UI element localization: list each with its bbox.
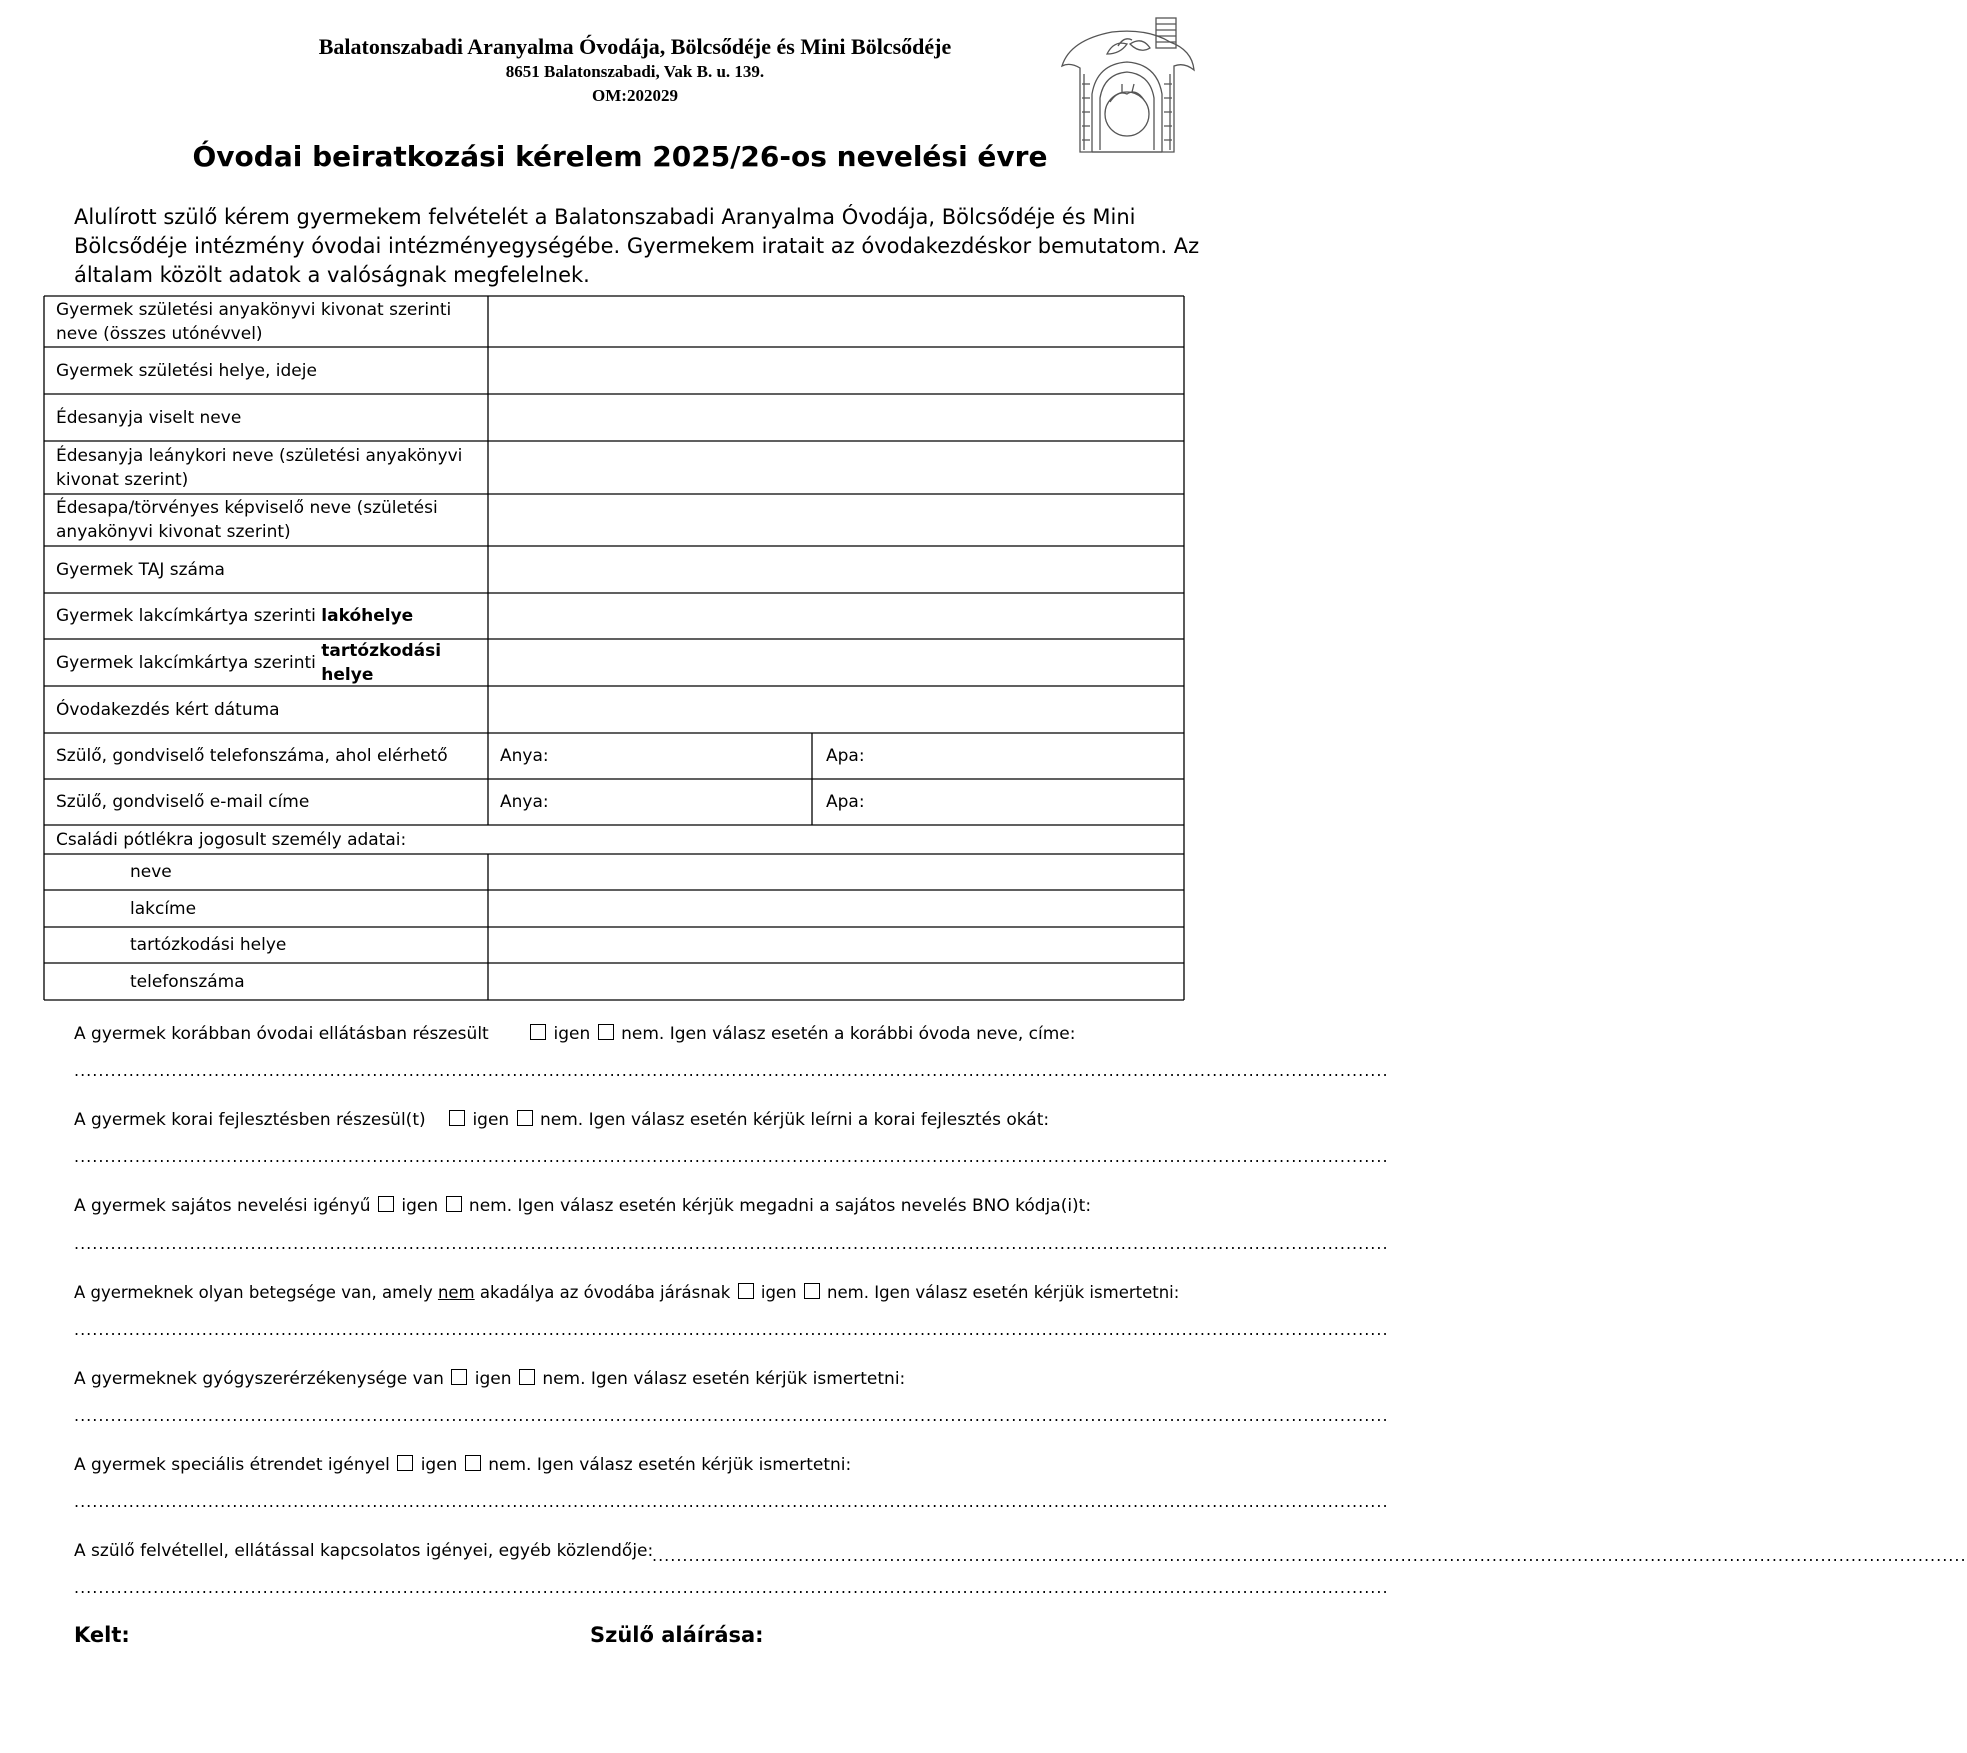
label-mother-maiden-name: Édesanyja leánykori neve (születési anyakönyvi kivonat szerint) bbox=[56, 445, 463, 490]
question-illness bbox=[74, 1283, 1179, 1302]
label-mother-name: Édesanyja viselt neve bbox=[56, 407, 242, 428]
email-mother[interactable]: Anya: bbox=[500, 792, 549, 812]
input-fa-address[interactable] bbox=[490, 892, 1182, 925]
q5-after: nem. Igen válasz esetén kérjük ismertetni: bbox=[542, 1369, 906, 1389]
label-stay-place-prefix: Gyermek lakcímkártya szerinti bbox=[56, 652, 322, 673]
q4-text-after: akadálya az óvodába járásnak bbox=[474, 1283, 731, 1302]
q5-text: A gyermeknek gyógyszerérzékenysége van bbox=[74, 1369, 444, 1389]
q1-answer-line[interactable]: ........................................................................................................................................................................................................................ bbox=[74, 1061, 1389, 1080]
input-fa-phone[interactable] bbox=[490, 965, 1182, 998]
input-residence[interactable] bbox=[490, 595, 1182, 637]
q1-no-checkbox[interactable] bbox=[598, 1024, 614, 1040]
q5-yes-label: igen bbox=[474, 1369, 512, 1389]
q5-answer-line[interactable]: ........................................................................................................................................................................................................................ bbox=[74, 1406, 1389, 1425]
question-previous-kindergarten bbox=[74, 1024, 1075, 1044]
q4-underlined: nem bbox=[437, 1283, 475, 1302]
email-father[interactable]: Apa: bbox=[826, 792, 865, 812]
q2-yes-label: igen bbox=[472, 1110, 510, 1130]
q1-yes-checkbox[interactable] bbox=[530, 1024, 546, 1040]
label-start-date: Óvodakezdés kért dátuma bbox=[56, 699, 280, 720]
input-birth-place-date[interactable] bbox=[490, 349, 1182, 392]
label-phone: Szülő, gondviselő telefonszáma, ahol elérhető bbox=[56, 746, 448, 766]
q6-no-checkbox[interactable] bbox=[465, 1455, 481, 1471]
q6-text: A gyermek speciális étrendet igényel bbox=[74, 1455, 390, 1475]
q6-yes-checkbox[interactable] bbox=[397, 1455, 413, 1471]
input-stay-place[interactable] bbox=[490, 641, 1182, 684]
q2-after: nem. Igen válasz esetén kérjük leírni a korai fejlesztés okát: bbox=[540, 1110, 1050, 1130]
label-residence bbox=[56, 593, 486, 639]
intro-paragraph: Alulírott szülő kérem gyermekem felvételét a Balatonszabadi Aranyalma Óvodája, Bölcsődéje és Mini Bölcsődéje intézmény óvodai intézményegységébe. Gyermekem iratait az óvodakezdéskor bemutatom. Az általam közölt adatok a valóságnak megfelelnek. bbox=[74, 205, 1200, 287]
question-other-needs: A szülő felvétellel, ellátással kapcsolatos igényei, egyéb közlendője: bbox=[74, 1541, 654, 1561]
q4-yes-label: igen bbox=[760, 1283, 797, 1302]
institution-address: 8651 Balatonszabadi, Vak B. u. 139. bbox=[505, 62, 765, 81]
q1-text: A gyermek korábban óvodai ellátásban részesült bbox=[74, 1024, 489, 1044]
question-drug-sensitivity bbox=[74, 1369, 905, 1389]
q3-yes-label: igen bbox=[401, 1196, 439, 1216]
label-family-allowance: Családi pótlékra jogosult személy adatai: bbox=[56, 829, 407, 850]
q3-after: nem. Igen válasz esetén kérjük megadni a sajátos nevelés BNO kódja(i)t: bbox=[468, 1196, 1092, 1216]
label-fa-name: neve bbox=[130, 862, 172, 882]
input-start-date[interactable] bbox=[490, 688, 1182, 731]
q3-answer-line[interactable]: ........................................................................................................................................................................................................................ bbox=[74, 1234, 1389, 1253]
label-child-name: Gyermek születési anyakönyvi kivonat szerinti neve (összes utónévvel) bbox=[56, 300, 452, 344]
q3-text: A gyermek sajátos nevelési igényű bbox=[74, 1196, 371, 1216]
label-birth-place-date: Gyermek születési helye, ideje bbox=[56, 360, 317, 381]
q4-no-checkbox[interactable] bbox=[804, 1283, 820, 1299]
q1-after: nem. Igen válasz esetén a korábbi óvoda neve, címe: bbox=[621, 1024, 1076, 1044]
q3-no-checkbox[interactable] bbox=[446, 1196, 462, 1212]
input-father-name[interactable] bbox=[490, 496, 1182, 544]
q2-text: A gyermek korai fejlesztésben részesül(t) bbox=[74, 1110, 426, 1130]
phone-father[interactable]: Apa: bbox=[826, 746, 865, 766]
q5-no-checkbox[interactable] bbox=[519, 1369, 535, 1385]
institution-name: Balatonszabadi Aranyalma Óvodája, Bölcsődéje és Mini Bölcsődéje bbox=[318, 34, 952, 59]
label-father-name: Édesapa/törvényes képviselő neve (születési anyakönyvi kivonat szerint) bbox=[56, 498, 438, 542]
label-fa-address: lakcíme bbox=[130, 898, 197, 919]
q5-yes-checkbox[interactable] bbox=[451, 1369, 467, 1385]
q6-after: nem. Igen válasz esetén kérjük ismertetni: bbox=[488, 1455, 852, 1475]
institution-om: OM:202029 bbox=[592, 86, 678, 105]
label-taj-number: Gyermek TAJ száma bbox=[56, 559, 225, 580]
q7-answer-line-1[interactable]: ........................................................................................................................................................................................................................ bbox=[652, 1546, 1967, 1565]
q2-no-checkbox[interactable] bbox=[517, 1110, 533, 1126]
date-label: Kelt: bbox=[74, 1623, 130, 1647]
q4-yes-checkbox[interactable] bbox=[738, 1283, 754, 1299]
input-taj-number[interactable] bbox=[490, 548, 1182, 591]
label-stay-place-bold: tartózkodási helye bbox=[321, 640, 442, 685]
input-fa-name[interactable] bbox=[490, 856, 1182, 888]
question-special-needs bbox=[74, 1196, 1091, 1216]
q4-answer-line[interactable]: ........................................................................................................................................................................................................................ bbox=[74, 1320, 1389, 1339]
label-stay-place bbox=[56, 639, 486, 686]
q2-answer-line[interactable]: ........................................................................................................................................................................................................................ bbox=[74, 1147, 1389, 1166]
question-early-development bbox=[74, 1110, 1049, 1130]
q6-answer-line[interactable]: ........................................................................................................................................................................................................................ bbox=[74, 1492, 1389, 1511]
q1-yes-label: igen bbox=[553, 1024, 591, 1044]
input-child-name[interactable] bbox=[490, 298, 1182, 345]
page-title: Óvodai beiratkozási kérelem 2025/26-os nevelési évre bbox=[192, 140, 1048, 173]
input-mother-name[interactable] bbox=[490, 396, 1182, 439]
phone-mother[interactable]: Anya: bbox=[500, 746, 549, 766]
input-mother-maiden-name[interactable] bbox=[490, 443, 1182, 492]
parent-signature-label: Szülő aláírása: bbox=[590, 1623, 764, 1647]
label-fa-phone: telefonszáma bbox=[130, 971, 245, 992]
label-fa-stay: tartózkodási helye bbox=[130, 935, 287, 955]
label-residence-bold: lakóhelye bbox=[321, 606, 414, 626]
label-email: Szülő, gondviselő e-mail címe bbox=[56, 792, 310, 812]
q3-yes-checkbox[interactable] bbox=[378, 1196, 394, 1212]
q4-text-before: A gyermeknek olyan betegsége van, amely bbox=[74, 1283, 438, 1302]
q6-yes-label: igen bbox=[420, 1455, 458, 1475]
input-fa-stay[interactable] bbox=[490, 929, 1182, 961]
q2-yes-checkbox[interactable] bbox=[449, 1110, 465, 1126]
q4-after: nem. Igen válasz esetén kérjük ismertetni: bbox=[827, 1283, 1180, 1302]
question-special-diet bbox=[74, 1455, 851, 1475]
q7-answer-line-2[interactable]: ........................................................................................................................................................................................................................ bbox=[74, 1578, 1389, 1597]
label-residence-prefix: Gyermek lakcímkártya szerinti bbox=[56, 606, 322, 626]
